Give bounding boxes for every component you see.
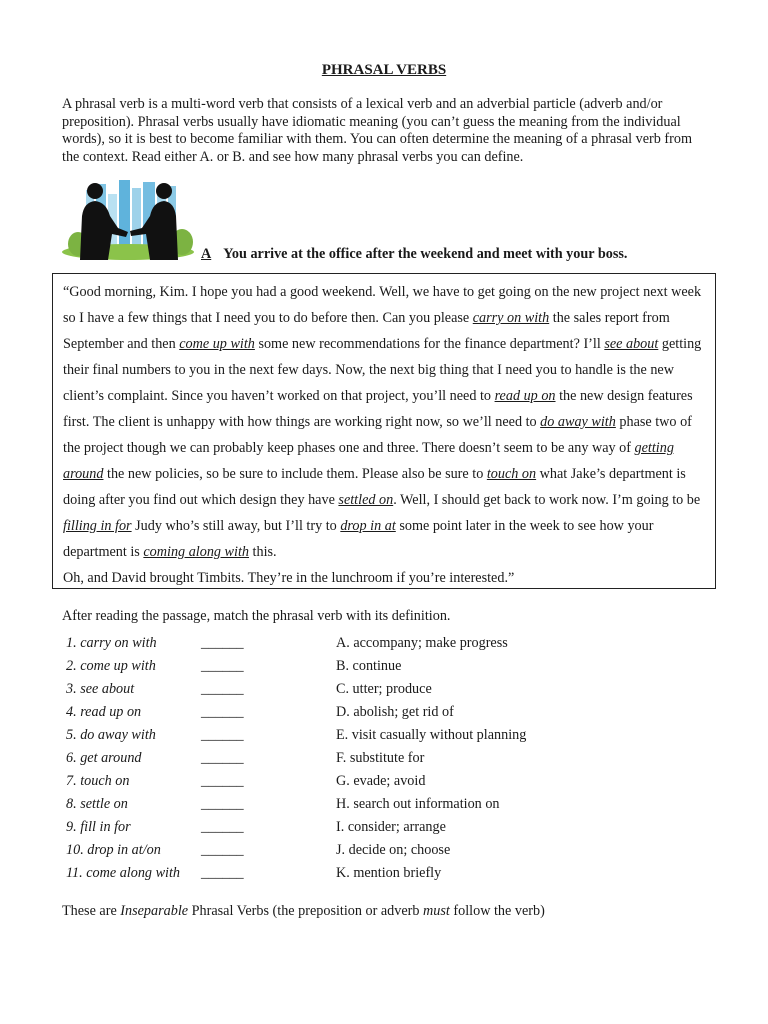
match-definition: K. mention briefly [336,865,442,881]
business-handshake-illustration [58,180,198,260]
match-definition: C. utter; produce [336,681,432,697]
match-row [66,679,706,702]
passage-text: . Well, I should get back to work now. I’m going to be [393,492,701,508]
passage-text: the new design features first. The client is unhappy with how things are working right now, so we’ll need to [63,388,693,430]
section-a-heading [201,246,627,263]
match-definition: E. visit casually without planning [336,727,527,743]
match-row [66,863,706,886]
footer-note [62,903,545,920]
answer-blank[interactable]: ______ [201,704,244,720]
passage-text: what Jake’s department is doing after you find out which design they have [63,466,686,508]
section-a-title: You arrive at the office after the weekend and meet with your boss. [223,246,628,262]
match-verb: 10. drop in at/on [66,842,161,858]
phrasal-verb: getting around [63,440,674,482]
answer-blank[interactable]: ______ [201,773,244,789]
match-row [66,748,706,771]
match-definition: A. accompany; make progress [336,635,508,651]
match-verb: 6. get around [66,750,142,766]
match-verb: 4. read up on [66,704,142,720]
passage-text: the new policies, so be sure to include them. Please also be sure to [103,466,487,482]
passage-text: some point later in the week to see how your department is [63,518,654,560]
match-verb: 11. come along with [66,865,181,881]
passage-box [52,273,716,589]
footer-text: These are [62,903,121,919]
answer-blank[interactable]: ______ [201,681,244,697]
intro-paragraph: A phrasal verb is a multi-word verb that consists of a lexical verb and an adverbial particle (adverb and/or preposition). Phrasal verbs usually have idiomatic meaning (you can’t guess the meaning from the individual words), so it is best to become familiar with them. You can often determine the meaning of a phrasal verb from the context. Read either A. or B. and see how many phrasal verbs you can define. [62,96,692,165]
match-row [66,840,706,863]
answer-blank[interactable]: ______ [201,635,244,651]
phrasal-verb: touch on [486,466,537,482]
footer-text: follow the verb) [449,903,545,919]
match-definition: I. consider; arrange [336,819,446,835]
page-title: PHRASAL VERBS [321,62,447,78]
phrasal-verb: coming along with [143,544,249,560]
passage-text: getting their final numbers to you in the next few days. Now, the next big thing that I need you to handle is the new client’s complaint. Since you haven’t worked on that project, you’ll need to [63,336,702,404]
phrasal-verb: see about [604,336,659,352]
match-row [66,633,706,656]
passage-text: Judy who’s still away, but I’ll try to [131,518,341,534]
match-row [66,702,706,725]
phrasal-verb: come up with [179,336,255,352]
passage-text: the sales report from September and then [63,310,670,352]
match-definition: G. evade; avoid [336,773,426,789]
match-definition: B. continue [336,658,402,674]
answer-blank[interactable]: ______ [201,750,244,766]
passage-text: some new recommendations for the finance department? I’ll [254,336,605,352]
match-definition: J. decide on; choose [336,842,451,858]
match-row [66,725,706,748]
passage-text: this. [249,544,277,560]
footer-emphasis: Inseparable [120,903,189,919]
match-definition: D. abolish; get rid of [336,704,454,720]
match-instruction: After reading the passage, match the phrasal verb with its definition. [62,608,451,624]
matching-exercise [66,633,706,886]
answer-blank[interactable]: ______ [201,819,244,835]
match-row [66,794,706,817]
match-verb: 1. carry on with [66,635,157,651]
answer-blank[interactable]: ______ [201,658,244,674]
match-row [66,656,706,679]
passage-closing-line: Oh, and David brought Timbits. They’re in the lunchroom if you’re interested.” [63,570,515,586]
phrasal-verb: read up on [494,388,556,404]
phrasal-verb: filling in for [63,518,132,534]
phrasal-verb: do away with [540,414,616,430]
match-verb: 2. come up with [66,658,156,674]
phrasal-verb: settled on [338,492,394,508]
match-definition: H. search out information on [336,796,500,812]
phrasal-verb: drop in at [340,518,396,534]
answer-blank[interactable]: ______ [201,865,244,881]
passage-text: “Good morning, Kim. I hope you had a good weekend. Well, we have to get going on the new project next week so I have a few things that I need you to do before then. Can you please [63,284,702,326]
passage-text: phase two of the project though we can probably keep phases one and three. There doesn’t seem to be any way of [63,414,692,456]
match-verb: 8. settle on [66,796,128,812]
match-verb: 3. see about [66,681,135,697]
match-verb: 9. fill in for [66,819,131,835]
match-verb: 5. do away with [66,727,156,743]
answer-blank[interactable]: ______ [201,842,244,858]
match-definition: F. substitute for [336,750,425,766]
match-row [66,817,706,840]
match-verb: 7. touch on [66,773,130,789]
section-a-letter: A [201,246,212,262]
phrasal-verb: carry on with [472,310,550,326]
match-row [66,771,706,794]
footer-emphasis: must [423,903,450,919]
answer-blank[interactable]: ______ [201,727,244,743]
footer-text: Phrasal Verbs (the preposition or adverb [188,903,424,919]
answer-blank[interactable]: ______ [201,796,244,812]
